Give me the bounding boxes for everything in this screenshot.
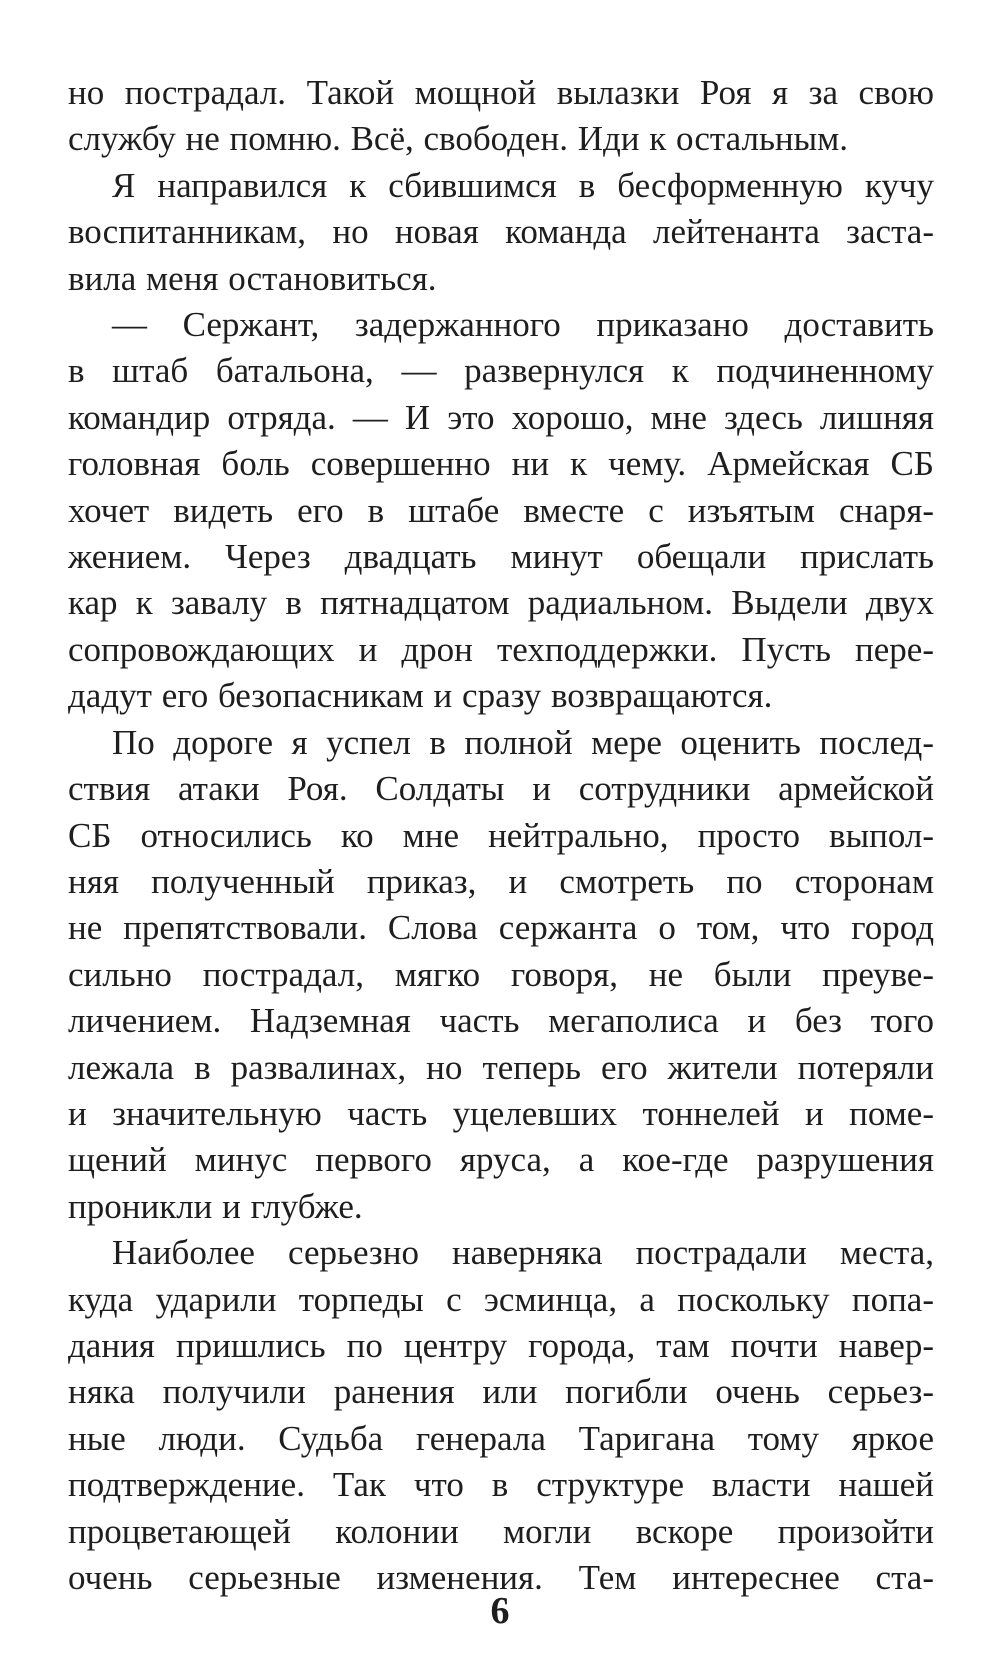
text-line: проникли и глубже.: [68, 1186, 363, 1226]
text-line: сопровождающих и дрон техподдержки. Пусть пере-: [68, 629, 934, 669]
text-line: подтверждение. Так что в структуре власти нашей: [68, 1465, 934, 1505]
text-line: личением. Надземная часть мегаполиса и без того: [68, 1001, 934, 1041]
text-line: лежала в развалинах, но теперь его жители потеряли: [68, 1047, 934, 1087]
text-line: жением. Через двадцать минут обещали прислать: [68, 537, 934, 577]
text-line: дадут его безопасникам и сразу возвращаются.: [68, 676, 773, 716]
text-line: не препятствовали. Слова сержанта о том, что город: [68, 908, 934, 948]
text-line: в штаб батальона, — развернулся к подчиненному: [68, 351, 934, 391]
page-number: 6: [490, 1590, 510, 1632]
text-line: няя полученный приказ, и смотреть по сторонам: [68, 861, 934, 901]
text-line: Я направился к сбившимся в бесформенную кучу: [112, 165, 934, 205]
text-line: процветающей колонии могли вскоре произойти: [68, 1511, 934, 1551]
text-line: и значительную часть уцелевших тоннелей и поме-: [68, 1093, 934, 1133]
text-line: вила меня остановиться.: [68, 258, 437, 298]
text-paragraphs: [68, 70, 934, 1601]
text-line: ные люди. Судьба генерала Таригана тому яркое: [68, 1418, 934, 1458]
text-line: командир отряда. — И это хорошо, мне здесь лишняя: [68, 397, 934, 437]
text-line: дания пришлись по центру города, там почти навер-: [68, 1325, 934, 1365]
text-line: СБ относились ко мне нейтрально, просто выпол-: [68, 815, 934, 855]
text-line: кар к завалу в пятнадцатом радиальном. Выдели двух: [68, 583, 934, 623]
text-line: куда ударили торпеды с эсминца, а поскольку попа-: [68, 1279, 934, 1319]
text-line: службу не помню. Всё, свободен. Иди к остальным.: [68, 119, 849, 159]
text-line: — Сержант, задержанного приказано доставить: [112, 305, 934, 345]
text-line: щений минус первого яруса, а кое-где разрушения: [68, 1140, 934, 1180]
text-line: очень серьезные изменения. Тем интереснее ста-: [68, 1558, 934, 1597]
text-line: няка получили ранения или погибли очень серьез-: [68, 1372, 934, 1412]
text-line: но пострадал. Такой мощной вылазки Роя я за свою: [68, 73, 934, 112]
body-text: [68, 70, 934, 1601]
text-line: хочет видеть его в штабе вместе с изъятым снаря-: [68, 490, 934, 530]
text-line: По дороге я успел в полной мере оценить послед-: [112, 722, 934, 762]
text-line: Наиболее серьезно наверняка пострадали места,: [112, 1233, 934, 1273]
text-line: сильно пострадал, мягко говоря, не были преуве-: [68, 954, 934, 994]
text-line: ствия атаки Роя. Солдаты и сотрудники армейской: [68, 769, 934, 809]
text-line: головная боль совершенно ни к чему. Армейская СБ: [68, 444, 934, 484]
text-line: воспитанникам, но новая команда лейтенанта заста-: [68, 212, 934, 252]
